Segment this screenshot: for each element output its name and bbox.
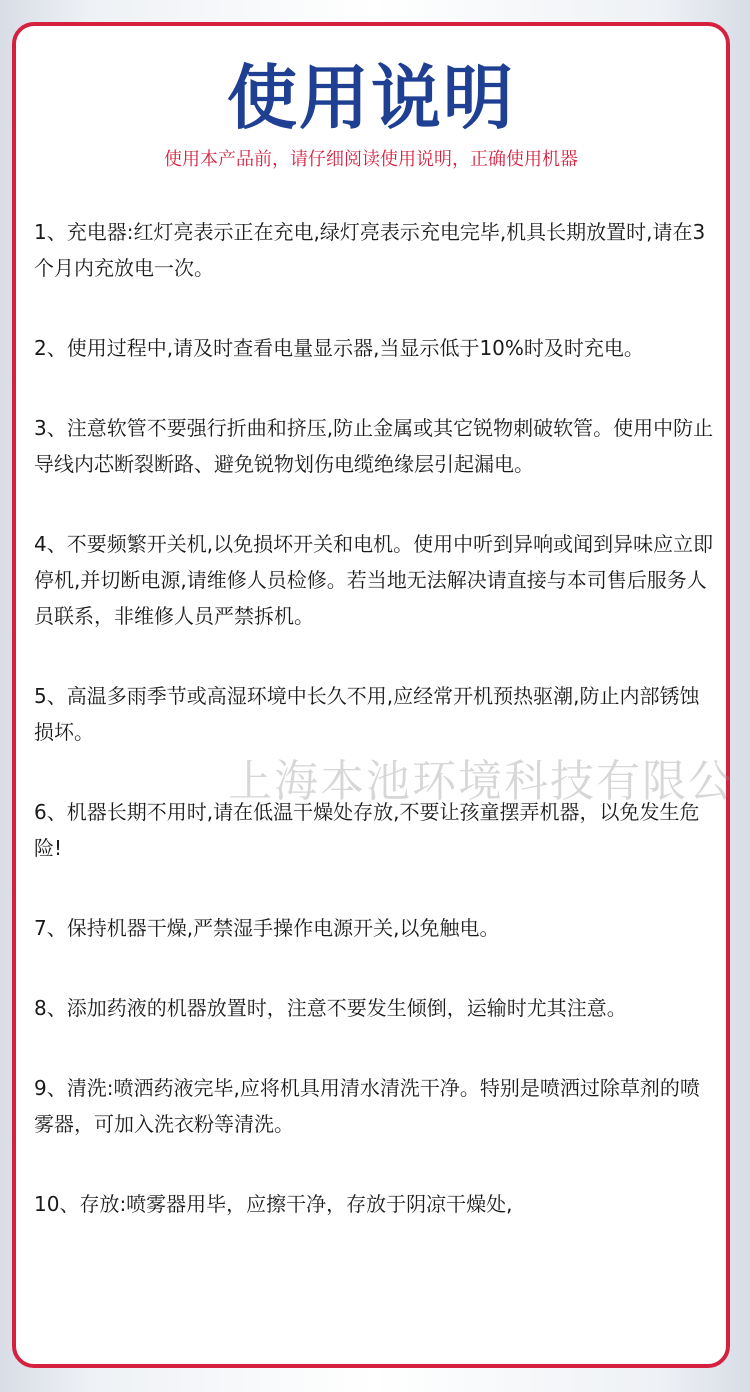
instruction-item-9: 9、清洗:喷洒药液完毕,应将机具用清水清洗干净。特别是喷洒过除草剂的喷雾器，可加入洗衣粉等清洗。 bbox=[34, 1076, 700, 1136]
instruction-item-7: 7、保持机器干燥,严禁湿手操作电源开关,以免触电。 bbox=[34, 916, 500, 940]
company-watermark: 上海本池环境科技有限公 bbox=[228, 756, 734, 807]
instruction-item-3: 3、注意软管不要强行折曲和挤压,防止金属或其它锐物刺破软管。使用中防止导线内芯断裂断路、避免锐物划伤电缆绝缘层引起漏电。 bbox=[34, 416, 714, 476]
instruction-item-10: 10、存放:喷雾器用毕，应擦干净，存放于阴凉干燥处, bbox=[34, 1192, 513, 1216]
instruction-item-6: 6、机器长期不用时,请在低温干燥处存放,不要让孩童摆弄机器，以免发生危险! bbox=[34, 800, 700, 860]
page-subtitle: 使用本产品前，请仔细阅读使用说明，正确使用机器 bbox=[164, 149, 578, 170]
instruction-item-8: 8、添加药液的机器放置时，注意不要发生倾倒，运输时尤其注意。 bbox=[34, 996, 627, 1020]
page-title: 使用说明 bbox=[227, 57, 515, 139]
instruction-list bbox=[34, 214, 718, 1266]
instruction-item-5: 5、高温多雨季节或高湿环境中长久不用,应经常开机预热驱潮,防止内部锈蚀损坏。 bbox=[34, 684, 700, 744]
instruction-item-4: 4、不要频繁开关机,以免损坏开关和电机。使用中听到异响或闻到异味应立即停机,并切断电源,请维修人员检修。若当地无法解决请直接与本司售后服务人员联系，非维修人员严禁拆机。 bbox=[34, 532, 714, 628]
instruction-item-2: 2、使用过程中,请及时查看电量显示器,当显示低于10%时及时充电。 bbox=[34, 336, 644, 360]
instruction-card bbox=[12, 22, 730, 1368]
instruction-item-1: 1、充电器:红灯亮表示正在充电,绿灯亮表示充电完毕,机具长期放置时,请在3个月内充放电一次。 bbox=[34, 220, 706, 280]
